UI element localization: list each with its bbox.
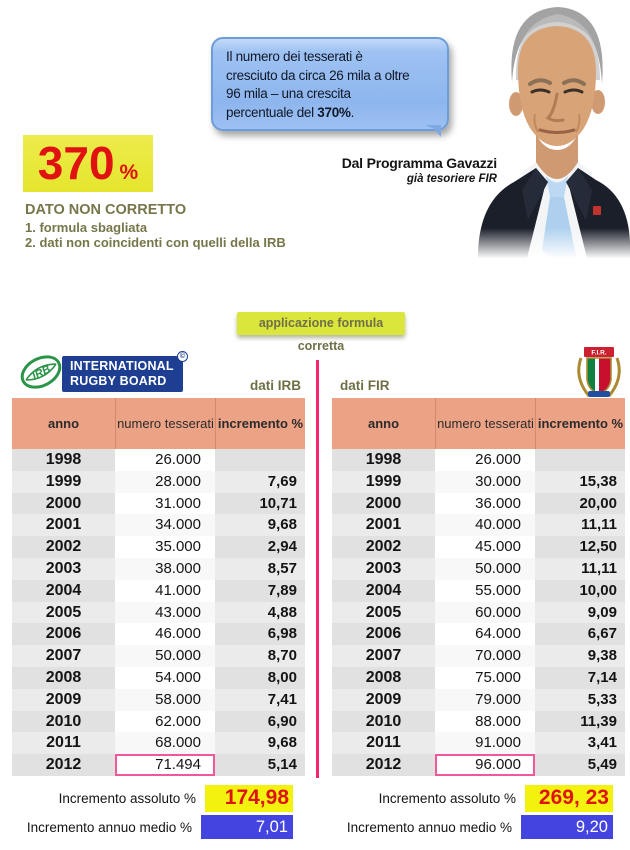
photo-bottom-fade <box>478 228 630 262</box>
year-cell: 2003 <box>12 558 115 580</box>
year-cell: 2005 <box>332 602 435 624</box>
increment-cell: 10,71 <box>215 493 305 515</box>
year-cell: 2001 <box>332 514 435 536</box>
column-header: numero tesserati <box>115 398 215 449</box>
absolute-increment-label: Incremento assoluto % <box>378 791 516 806</box>
year-cell: 2009 <box>12 689 115 711</box>
column-header: incremento % <box>215 398 305 449</box>
irb-data-table <box>12 398 305 776</box>
members-cell: 26.000 <box>115 449 215 471</box>
year-cell: 2012 <box>12 754 115 776</box>
column-header: incremento % <box>535 398 625 449</box>
column-header: anno <box>367 416 400 431</box>
members-cell: 41.000 <box>115 580 215 602</box>
members-cell: 58.000 <box>115 689 215 711</box>
year-cell: 2005 <box>12 602 115 624</box>
members-cell: 43.000 <box>115 602 215 624</box>
table-row <box>12 449 305 471</box>
year-cell: 1998 <box>12 449 115 471</box>
increment-cell: 12,50 <box>535 536 625 558</box>
table-row <box>332 558 625 580</box>
members-cell: 45.000 <box>435 536 535 558</box>
year-cell: 1998 <box>332 449 435 471</box>
irb-annual-increment-row <box>12 815 293 839</box>
table-row <box>12 623 305 645</box>
table-row <box>332 623 625 645</box>
increment-cell: 8,57 <box>215 558 305 580</box>
absolute-increment-value: 174,98 <box>205 785 293 812</box>
year-cell: 2008 <box>332 667 435 689</box>
increment-cell: 11,39 <box>535 711 625 733</box>
members-cell: 34.000 <box>115 514 215 536</box>
year-cell: 2010 <box>12 711 115 733</box>
year-cell: 2006 <box>12 623 115 645</box>
table-row <box>12 711 305 733</box>
members-cell: 50.000 <box>435 558 535 580</box>
year-cell: 2000 <box>332 493 435 515</box>
members-cell: 91.000 <box>435 732 535 754</box>
increment-cell: 7,14 <box>535 667 625 689</box>
increment-cell: 10,00 <box>535 580 625 602</box>
increment-cell: 8,00 <box>215 667 305 689</box>
error-note-item: 2. dati non coincidenti con quelli della IRB <box>25 234 286 250</box>
error-note-item: 1. formula sbagliata <box>25 220 148 235</box>
absolute-increment-value: 269, 23 <box>525 785 613 812</box>
members-cell: 62.000 <box>115 711 215 733</box>
column-header: anno <box>47 416 80 431</box>
members-cell: 60.000 <box>435 602 535 624</box>
members-cell: 40.000 <box>435 514 535 536</box>
irb-ball-icon <box>18 349 64 395</box>
year-cell: 2011 <box>332 732 435 754</box>
claim-percent-sign: % <box>119 161 139 184</box>
table-row <box>332 732 625 754</box>
increment-cell: 7,69 <box>215 471 305 493</box>
annual-increment-value: 9,20 <box>521 815 613 839</box>
claim-370-box <box>23 135 153 192</box>
quote-line: percentuale del 370%. <box>226 104 355 120</box>
table-row <box>12 645 305 667</box>
annual-increment-value: 7,01 <box>201 815 293 839</box>
table-row <box>332 493 625 515</box>
members-cell: 54.000 <box>115 667 215 689</box>
gavazzi-portrait-photo <box>478 0 630 262</box>
year-cell: 2009 <box>332 689 435 711</box>
members-cell: 68.000 <box>115 732 215 754</box>
increment-cell: 5,33 <box>535 689 625 711</box>
table-row <box>332 689 625 711</box>
fir-data-table <box>332 398 625 776</box>
members-cell: 31.000 <box>115 493 215 515</box>
fir-annual-increment-row <box>332 815 613 839</box>
members-cell: 55.000 <box>435 580 535 602</box>
table-row <box>332 449 625 471</box>
correct-formula-badge: applicazione formula corretta <box>237 312 405 335</box>
members-cell: 64.000 <box>435 623 535 645</box>
increment-cell: 9,38 <box>535 645 625 667</box>
increment-cell: 11,11 <box>535 558 625 580</box>
table-row <box>12 602 305 624</box>
quote-line: 96 mila – una crescita <box>226 86 351 101</box>
table-row <box>332 471 625 493</box>
year-cell: 2001 <box>12 514 115 536</box>
members-cell: 28.000 <box>115 471 215 493</box>
svg-text:IRB: IRB <box>30 363 53 383</box>
year-cell: 2007 <box>332 645 435 667</box>
annual-increment-label: Incremento annuo medio % <box>26 819 192 835</box>
table-row <box>12 732 305 754</box>
increment-cell: 4,88 <box>215 602 305 624</box>
bubble-tail <box>425 125 441 137</box>
irb-wordmark-line1: INTERNATIONAL <box>70 359 174 373</box>
table-header-row <box>332 398 625 449</box>
quote-bold-percentage: 370% <box>317 104 351 120</box>
table-row <box>332 754 625 776</box>
table-row <box>12 580 305 602</box>
table-row <box>12 471 305 493</box>
claim-value: 370 <box>37 137 115 189</box>
increment-cell: 7,41 <box>215 689 305 711</box>
increment-cell: 20,00 <box>535 493 625 515</box>
column-header: numero tesserati <box>435 398 535 449</box>
table-row <box>332 602 625 624</box>
table-row <box>12 536 305 558</box>
increment-cell: 2,94 <box>215 536 305 558</box>
irb-absolute-increment-row <box>12 785 293 812</box>
year-cell: 2004 <box>332 580 435 602</box>
copyright-mark-icon: © <box>177 351 188 362</box>
increment-cell: 5,49 <box>535 754 625 776</box>
error-note <box>25 202 286 250</box>
table-row <box>12 493 305 515</box>
members-cell: 70.000 <box>435 645 535 667</box>
increment-cell: 5,14 <box>215 754 305 776</box>
members-cell: 50.000 <box>115 645 215 667</box>
table-row <box>12 558 305 580</box>
fir-absolute-increment-row <box>332 785 613 812</box>
pink-divider-line <box>316 360 319 778</box>
fir-crest-icon <box>573 346 625 400</box>
year-cell: 2006 <box>332 623 435 645</box>
members-cell: 71.494 <box>115 754 215 776</box>
year-cell: 1999 <box>12 471 115 493</box>
fir-table-caption: dati FIR <box>340 378 390 393</box>
members-cell: 79.000 <box>435 689 535 711</box>
year-cell: 2007 <box>12 645 115 667</box>
photo-caption <box>300 155 497 185</box>
increment-cell: 15,38 <box>535 471 625 493</box>
year-cell: 2010 <box>332 711 435 733</box>
portrait-illustration <box>478 0 630 262</box>
members-cell: 46.000 <box>115 623 215 645</box>
year-cell: 2011 <box>12 732 115 754</box>
members-cell: 35.000 <box>115 536 215 558</box>
members-cell: 30.000 <box>435 471 535 493</box>
increment-cell <box>215 449 305 471</box>
table-header-row <box>12 398 305 449</box>
svg-text:F.I.R.: F.I.R. <box>591 349 607 357</box>
annual-increment-label: Incremento annuo medio % <box>346 819 512 835</box>
quote-line: Il numero dei tesserati è <box>226 49 363 64</box>
year-cell: 1999 <box>332 471 435 493</box>
members-cell: 88.000 <box>435 711 535 733</box>
caption-source: Dal Programma Gavazzi <box>341 155 497 171</box>
table-row <box>332 711 625 733</box>
quote-bubble <box>211 37 449 131</box>
error-note-title: DATO NON CORRETTO <box>25 202 187 218</box>
increment-cell <box>535 449 625 471</box>
irb-table-caption: dati IRB <box>250 378 302 393</box>
table-row <box>332 645 625 667</box>
increment-cell: 9,68 <box>215 514 305 536</box>
year-cell: 2002 <box>12 536 115 558</box>
table-row <box>12 689 305 711</box>
year-cell: 2008 <box>12 667 115 689</box>
year-cell: 2012 <box>332 754 435 776</box>
quote-line: cresciuto da circa 26 mila a oltre <box>226 67 410 83</box>
increment-cell: 9,09 <box>535 602 625 624</box>
increment-cell: 6,90 <box>215 711 305 733</box>
irb-wordmark <box>62 353 186 392</box>
year-cell: 2002 <box>332 536 435 558</box>
year-cell: 2004 <box>12 580 115 602</box>
members-cell: 36.000 <box>435 493 535 515</box>
increment-cell: 9,68 <box>215 732 305 754</box>
table-row <box>332 580 625 602</box>
absolute-increment-label: Incremento assoluto % <box>58 791 196 806</box>
table-row <box>12 667 305 689</box>
year-cell: 2003 <box>332 558 435 580</box>
increment-cell: 7,89 <box>215 580 305 602</box>
increment-cell: 11,11 <box>535 514 625 536</box>
increment-cell: 3,41 <box>535 732 625 754</box>
caption-role: già tesoriere FIR <box>406 173 497 185</box>
members-cell: 26.000 <box>435 449 535 471</box>
increment-cell: 8,70 <box>215 645 305 667</box>
table-row <box>12 514 305 536</box>
table-row <box>332 667 625 689</box>
increment-cell: 6,98 <box>215 623 305 645</box>
members-cell: 75.000 <box>435 667 535 689</box>
members-cell: 96.000 <box>435 754 535 776</box>
increment-cell: 6,67 <box>535 623 625 645</box>
year-cell: 2000 <box>12 493 115 515</box>
table-row <box>12 754 305 776</box>
members-cell: 38.000 <box>115 558 215 580</box>
table-row <box>332 514 625 536</box>
irb-wordmark-line2: RUGBY BOARD <box>70 374 167 388</box>
table-row <box>332 536 625 558</box>
